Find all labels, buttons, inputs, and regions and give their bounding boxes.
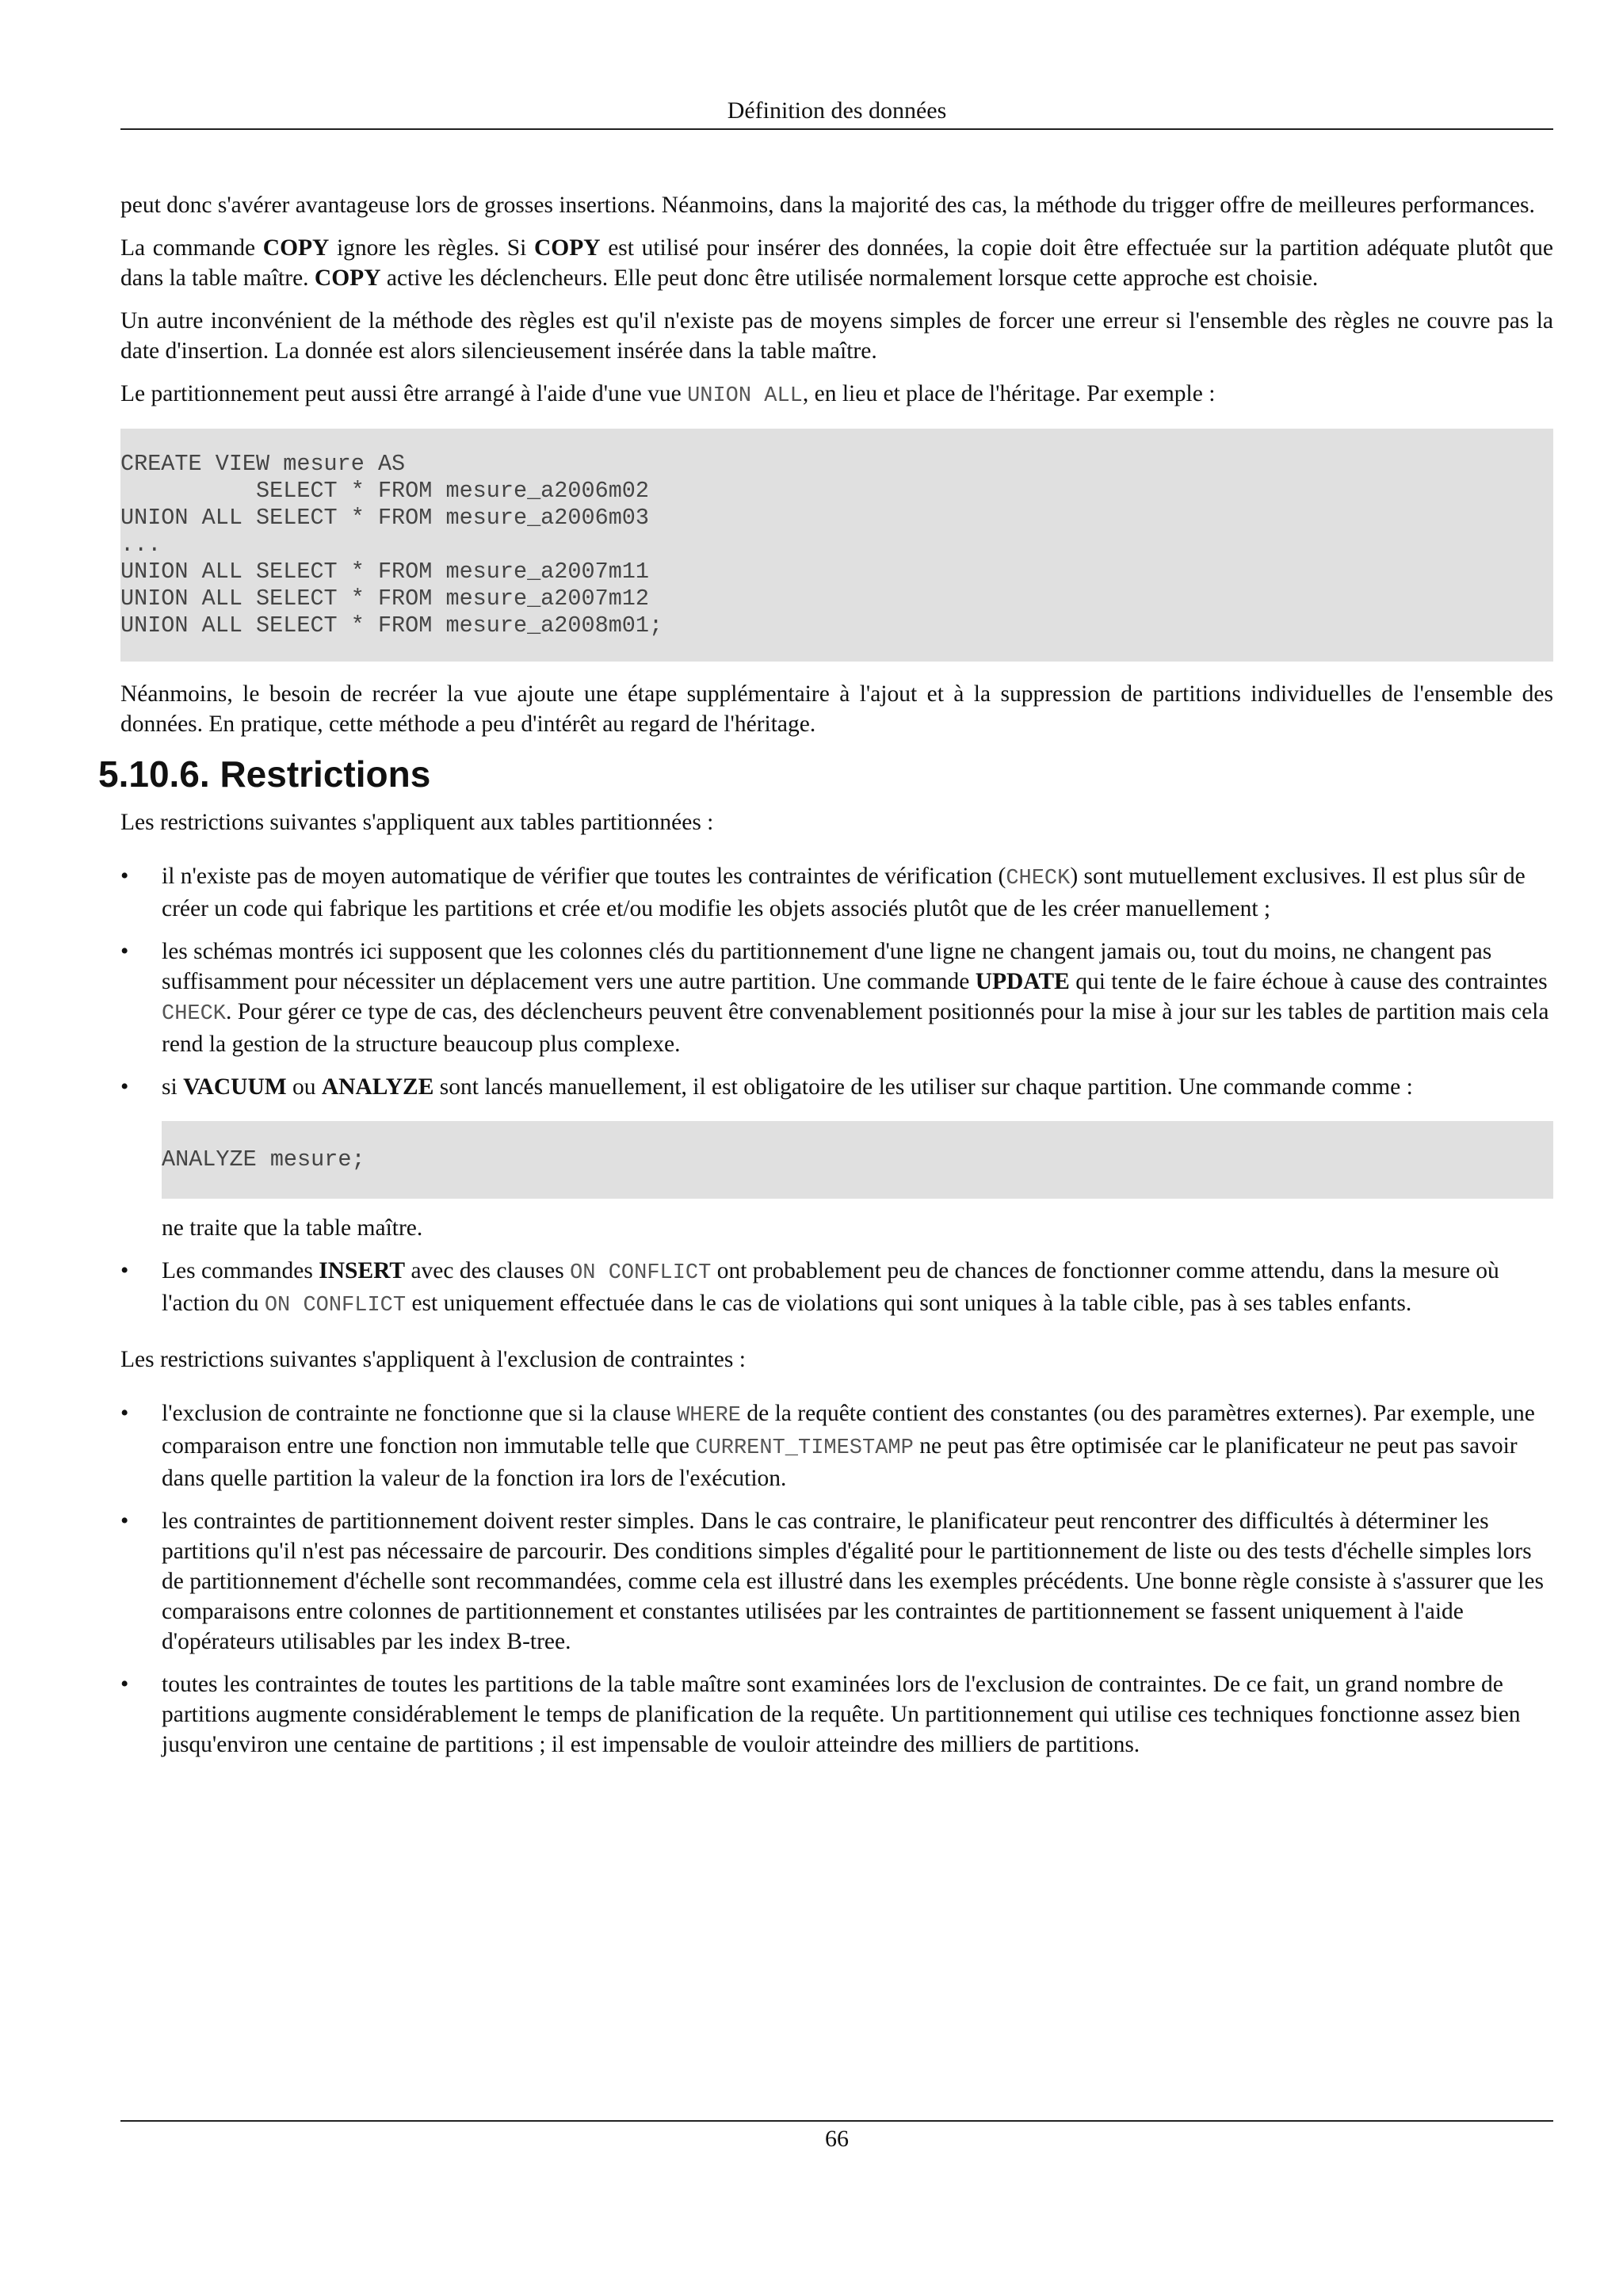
inline-code: WHERE <box>677 1404 742 1428</box>
list-item-text <box>162 861 1553 924</box>
footer-divider <box>120 2120 1553 2122</box>
text: La commande <box>120 235 263 261</box>
text: Le partitionnement peut aussi être arrangé à l'aide d'une vue <box>120 381 688 406</box>
text: ou <box>286 1074 322 1100</box>
list-item <box>120 1669 1553 1760</box>
list-item <box>120 861 1553 924</box>
list-item-text: toutes les contraintes de toutes les partitions de la table maître sont examinées lors de l'exclusion de contraintes. De ce fait, un grand nombre de partitions augmente considérablement le temps de planification de la requête. Un partitionnement qui utilise ces techniques fonctionne assez bien jusqu'environ une centaine de partitions ; il est impensable de vouloir atteindre des milliers de partitions. <box>162 1672 1521 1757</box>
command-name: UPDATE <box>975 969 1070 994</box>
bullet-icon: • <box>120 1258 129 1283</box>
text: l'exclusion de contrainte ne fonctionne que si la clause <box>162 1401 677 1426</box>
paragraph <box>120 306 1553 366</box>
paragraph <box>120 679 1553 739</box>
command-name: COPY <box>314 265 381 291</box>
text: est utilisé pour insérer des données, la copie doit être effectuée sur la partition adéquate plutôt que dans la table maître. <box>120 235 1553 291</box>
page-content <box>98 190 1553 1772</box>
list-item <box>120 1506 1553 1657</box>
code-block: CREATE VIEW mesure AS SELECT * FROM mesure_a2006m02 UNION ALL SELECT * FROM mesure_a2006m03 ... UNION ALL SELECT * FROM mesure_a2007m11 UNION ALL SELECT * FROM mesure_a2007m12 UNION ALL SELECT * FROM mesure_a2008m01; <box>120 429 1553 662</box>
list-item <box>120 936 1553 1059</box>
bullet-icon: • <box>120 1672 129 1697</box>
code-block: ANALYZE mesure; <box>162 1121 1553 1199</box>
text: ont probablement peu de chances de fonctionner comme attendu, dans la mesure où l'action du <box>162 1258 1499 1316</box>
list-item <box>120 1398 1553 1493</box>
text: il n'existe pas de moyen automatique de vérifier que toutes les contraintes de vérification ( <box>162 864 1006 889</box>
section-intro: Les restrictions suivantes s'appliquent aux tables partitionnées : <box>120 810 714 835</box>
text: ) sont mutuellement exclusives. Il est plus sûr de créer un code qui fabrique les partitions et crée et/ou modifie les objets associés plutôt que de les créer manuellement ; <box>162 864 1526 921</box>
command-name: COPY <box>534 235 601 261</box>
inline-code: ON CONFLICT <box>264 1294 407 1318</box>
section-intro: Les restrictions suivantes s'appliquent à l'exclusion de contraintes : <box>120 1347 746 1372</box>
bullet-icon: • <box>120 864 129 889</box>
text: Les commandes <box>162 1258 319 1283</box>
list-item-text: ne traite que la table maître. <box>162 1215 423 1241</box>
text: si <box>162 1074 184 1100</box>
bullet-icon: • <box>120 1401 129 1426</box>
text: est uniquement effectuée dans le cas de violations qui sont uniques à la table cible, pas à ses tables enfants. <box>406 1291 1412 1316</box>
text: , en lieu et place de l'héritage. Par exemple : <box>802 381 1216 406</box>
text: avec des clauses <box>405 1258 571 1283</box>
text: sont lancés manuellement, il est obligatoire de les utiliser sur chaque partition. Une commande comme : <box>433 1074 1413 1100</box>
constraint-exclusion-list <box>120 1398 1553 1760</box>
list-item-text <box>162 1398 1553 1493</box>
command-name: ANALYZE <box>321 1074 434 1100</box>
page-number: 66 <box>825 2126 849 2152</box>
text: active les déclencheurs. Elle peut donc être utilisée normalement lorsque cette approche est choisie. <box>380 265 1319 291</box>
list-item-text: les contraintes de partitionnement doivent rester simples. Dans le cas contraire, le planificateur peut rencontrer des difficultés à déterminer les partitions qu'il n'est pas nécessaire de parcourir. Des conditions simples d'égalité pour le partitionnement de liste ou des tests d'échelle simples lors de partitionnement d'échelle sont recommandées, comme cela est illustré dans les exemples précédents. Une bonne règle consiste à s'assurer que les comparaisons entre colonnes de partitionnement et constantes utilisées par les contraintes de partitionnement se fassent uniquement à l'aide d'opérateurs utilisables par les index B-tree. <box>162 1508 1544 1654</box>
command-name: COPY <box>262 235 330 261</box>
bullet-icon: • <box>120 1074 129 1100</box>
list-item-text <box>162 1072 1553 1102</box>
text: les schémas montrés ici supposent que les colonnes clés du partitionnement d'une ligne ne changent jamais ou, tout du moins, ne changent pas suffisamment pour nécessiter un déplacement vers une autre partition. Une commande <box>162 939 1492 994</box>
section-heading: 5.10.6. Restrictions <box>98 753 431 795</box>
command-name: INSERT <box>319 1258 406 1283</box>
inline-code: ON CONFLICT <box>570 1261 712 1285</box>
text: de la requête contient des constantes (ou des paramètres externes). Par exemple, une comparaison entre une fonction non immutable telle que <box>162 1401 1535 1459</box>
header-divider <box>120 128 1553 130</box>
command-name: VACUUM <box>183 1074 287 1100</box>
paragraph <box>120 379 1553 411</box>
list-item <box>120 1072 1553 1243</box>
text: ignore les règles. Si <box>329 235 534 261</box>
paragraph-text: Un autre inconvénient de la méthode des règles est qu'il n'existe pas de moyens simples de forcer une erreur si l'ensemble des règles ne couvre pas la date d'insertion. La donnée est alors silencieusement insérée dans la table maître. <box>120 308 1553 364</box>
inline-code: UNION ALL <box>687 384 803 408</box>
paragraph-copy <box>120 233 1553 293</box>
text: . Pour gérer ce type de cas, des déclencheurs peuvent être convenablement positionnés pour la mise à jour sur les tables de partition mais cela rend la gestion de la structure beaucoup plus complexe. <box>162 999 1549 1057</box>
inline-code: CHECK <box>1006 867 1071 891</box>
list-item-text <box>162 936 1553 1059</box>
paragraph-text: Néanmoins, le besoin de recréer la vue ajoute une étape supplémentaire à l'ajout et à la suppression de partitions individuelles de l'ensemble des données. En pratique, cette méthode a peu d'intérêt au regard de l'héritage. <box>120 681 1553 737</box>
list-item <box>120 1256 1553 1321</box>
text: qui tente de le faire échoue à cause des contraintes <box>1069 969 1548 994</box>
list-item-text <box>162 1256 1553 1321</box>
paragraph-text: peut donc s'avérer avantageuse lors de grosses insertions. Néanmoins, dans la majorité des cas, la méthode du trigger offre de meilleures performances. <box>120 193 1535 218</box>
text: ne peut pas être optimisée car le planificateur ne peut pas savoir dans quelle partition la valeur de la fonction ira lors de l'exécution. <box>162 1433 1518 1491</box>
bullet-icon: • <box>120 1508 129 1534</box>
restrictions-list <box>120 861 1553 1321</box>
paragraph <box>120 190 1553 220</box>
inline-code: CHECK <box>162 1002 227 1026</box>
bullet-icon: • <box>120 939 129 964</box>
page-header: Définition des données <box>727 97 947 124</box>
inline-code: CURRENT_TIMESTAMP <box>695 1436 914 1460</box>
